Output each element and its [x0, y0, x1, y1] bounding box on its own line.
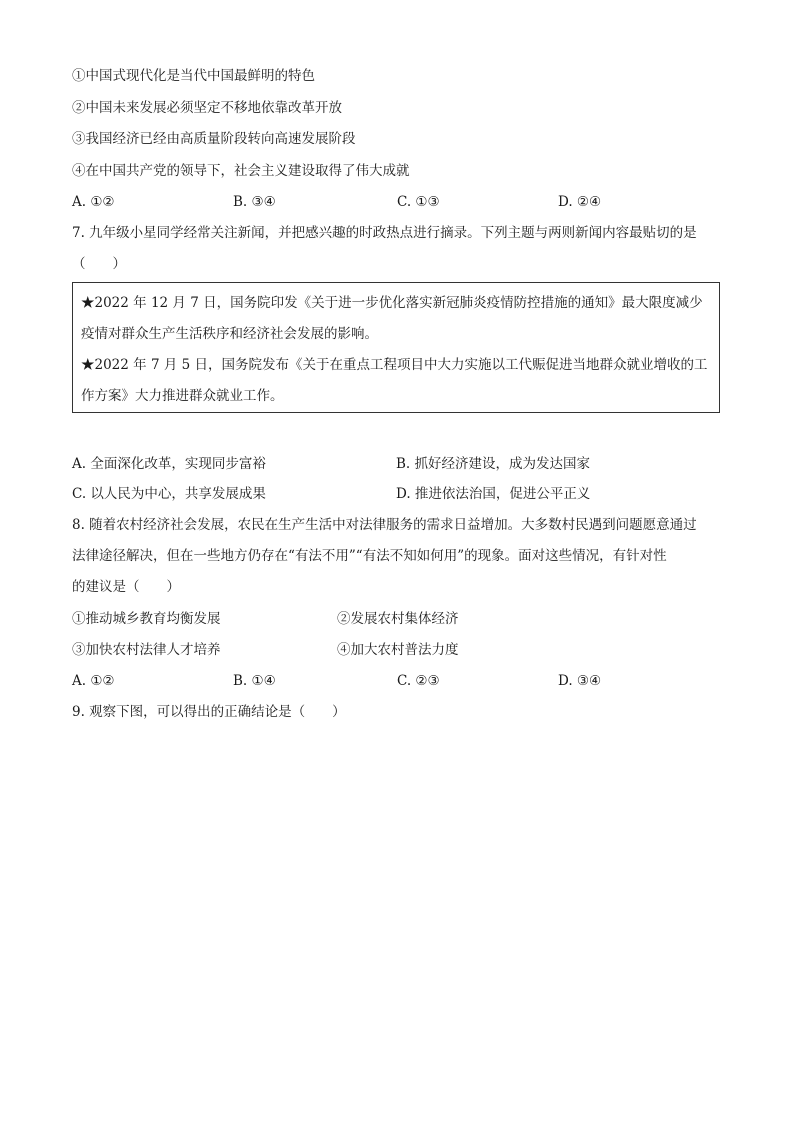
q8-stem-line-3: 的建议是（ ） — [72, 579, 180, 595]
q8-option-a: A. ①② — [72, 673, 115, 689]
q6-option-b: B. ③④ — [233, 194, 276, 210]
q8-stem-line-2: 法律途径解决，但在一些地方仍存在“有法不用”“有法不知如何用”的现象。面对这些情况，有针对性 — [72, 548, 667, 564]
q7-option-a: A. 全面深化改革，实现同步富裕 — [72, 456, 266, 472]
q6-option-d: D. ②④ — [558, 194, 602, 210]
q7-news-2-line-1: ★2022 年 7 月 5 日，国务院发布《关于在重点工程项目中大力实施以工代赈促进当地群众就业增收的工 — [81, 357, 708, 373]
q7-news-1-line-1: ★2022 年 12 月 7 日，国务院印发《关于进一步优化落实新冠肺炎疫情防控措施的通知》最大限度减少 — [81, 295, 703, 311]
q6-option-a: A. ①② — [72, 194, 115, 210]
q8-statement-4: ④加大农村普法力度 — [337, 642, 459, 658]
q6-statement-2: ②中国未来发展必须坚定不移地依靠改革开放 — [72, 100, 342, 116]
q8-option-d: D. ③④ — [558, 673, 602, 689]
q7-stem-line-2: （ ） — [72, 256, 126, 272]
q6-statement-3: ③我国经济已经由高质量阶段转向高速发展阶段 — [72, 131, 356, 147]
q8-option-c: C. ②③ — [397, 673, 440, 689]
q7-option-d: D. 推进依法治国，促进公平正义 — [396, 486, 591, 502]
q6-statement-1: ①中国式现代化是当代中国最鲜明的特色 — [72, 68, 315, 84]
q7-news-1-line-2: 疫情对群众生产生活秩序和经济社会发展的影响。 — [81, 326, 378, 342]
q8-statement-2: ②发展农村集体经济 — [337, 611, 459, 627]
q6-option-c: C. ①③ — [397, 194, 440, 210]
q7-news-box — [72, 282, 720, 413]
q8-statement-1: ①推动城乡教育均衡发展 — [72, 611, 221, 627]
q8-stem-line-1: 8. 随着农村经济社会发展，农民在生产生活中对法律服务的需求日益增加。大多数村民遇到问题愿意通过 — [72, 517, 697, 533]
q7-stem-line-1: 7. 九年级小星同学经常关注新闻，并把感兴趣的时政热点进行摘录。下列主题与两则新闻内容最贴切的是 — [72, 225, 697, 241]
q8-option-b: B. ①④ — [233, 673, 276, 689]
q7-option-b: B. 抓好经济建设，成为发达国家 — [396, 456, 591, 472]
q7-news-2-line-2: 作方案》大力推进群众就业工作。 — [81, 388, 284, 404]
q8-statement-3: ③加快农村法律人才培养 — [72, 642, 221, 658]
q6-statement-4: ④在中国共产党的领导下，社会主义建设取得了伟大成就 — [72, 163, 410, 179]
q9-stem: 9. 观察下图，可以得出的正确结论是（ ） — [72, 704, 346, 720]
q7-option-c: C. 以人民为中心，共享发展成果 — [72, 486, 266, 502]
